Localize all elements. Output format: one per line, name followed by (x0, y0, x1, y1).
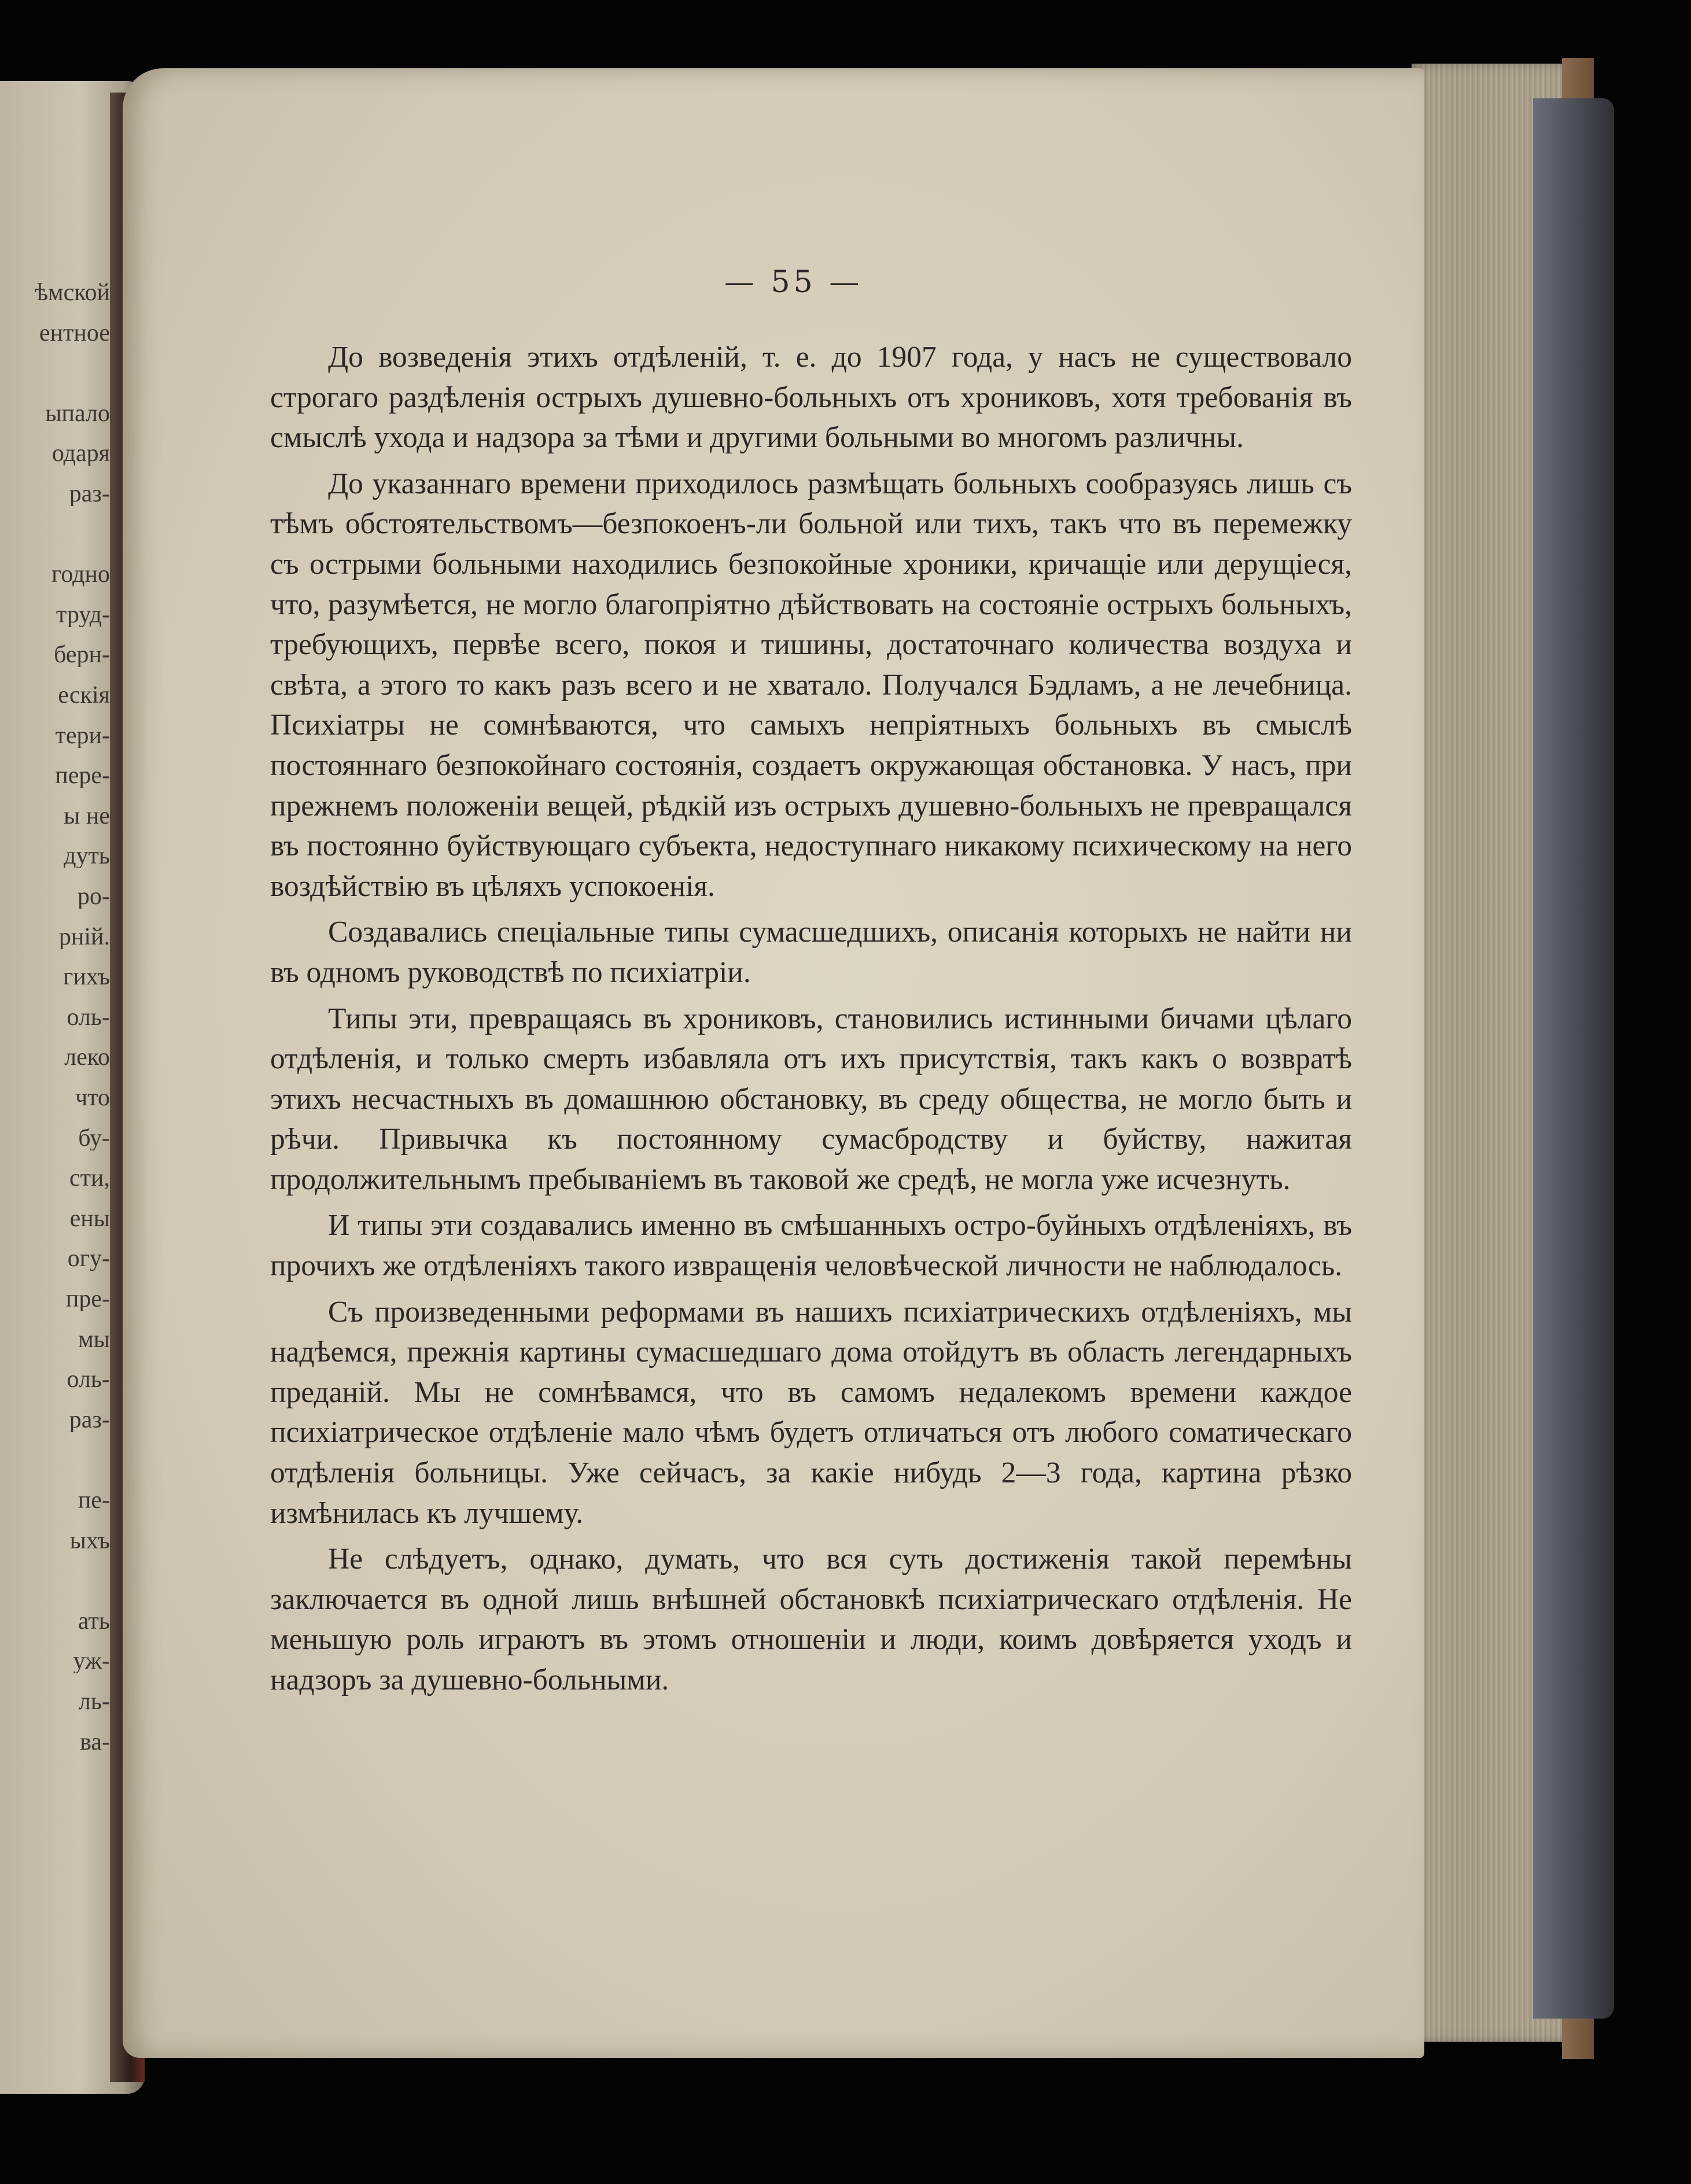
left-page-fragment: берн- (54, 643, 110, 667)
paragraph: Не слѣдуетъ, однако, думать, что вся суть достиженія такой перемѣны заключается въ одной лишь внѣшней обстановкѣ психіатрическаго отдѣленія. Не меньшую роль играютъ въ этомъ отношеніи и люди, коимъ довѣряется уходъ и надзоръ за душевно-больными. (270, 1543, 1352, 1696)
left-page-fragment: дуть (64, 844, 110, 869)
left-page-fragment: раз- (69, 1407, 110, 1432)
left-page-fragment: ены (69, 1206, 110, 1231)
left-page-fragment: рній. (58, 924, 110, 949)
paragraph: И типы эти создавались именно въ смѣшанныхъ остро-буйныхъ отдѣленіяхъ, въ прочихъ же отдѣленіяхъ такого извращенія человѣческой личности не наблюдалось. (270, 1209, 1352, 1283)
left-page-fragment: ентное (39, 320, 110, 345)
left-page-fragment: ать (78, 1609, 110, 1633)
left-page-fragment: ыпало (45, 401, 110, 426)
left-page-fragment: ескія (58, 683, 110, 707)
left-page-fragment: ва- (80, 1729, 110, 1754)
paragraph: До указаннаго времени приходилось размѣщать больныхъ сообразуясь лишь съ тѣмъ обстоятельствомъ—безпокоенъ-ли больной или тихъ, такъ что въ перемежку съ острыми больными находились безпокойные хроники, кричащіе или дерущіеся, что, разумѣется, не могло благопріятно дѣйствовать на состояніе острыхъ больныхъ, требующихъ, первѣе всего, покоя и тишины, достаточнаго количества воздуха и свѣта, а этого то какъ разъ всего и не хватало. Получался Бэдламъ, а не лечебница. Психіатры не сомнѣваются, что самыхъ непріятныхъ больныхъ въ смыслѣ постояннаго безпокойнаго состоянія, создаетъ окружающая обстановка. У насъ, при прежнемъ положеніи вещей, рѣдкій изъ острыхъ душевно-больныхъ не превращался въ постоянно буйствующаго субъекта, недоступнаго никакому психическому на него воздѣйствію въ цѣляхъ успокоенія. (270, 467, 1352, 903)
book-page (123, 68, 1424, 2058)
left-page-fragment: бу- (78, 1126, 110, 1150)
left-page-fragment: оль- (67, 1367, 110, 1392)
left-page-fragment: уж- (73, 1649, 110, 1674)
left-page-fragment: пре- (65, 1287, 110, 1311)
page-text (270, 337, 1352, 1700)
paragraph: До возведенія этихъ отдѣленій, т. е. до 1907 года, у насъ не существовало строгаго раздѣленія острыхъ душевно-больныхъ отъ хрониковъ, хотя требованія въ смыслѣ ухода и надзора за тѣми и другими больными во многомъ различны. (270, 341, 1352, 455)
left-page-fragment: пе- (78, 1488, 110, 1512)
left-page-fragment: ль- (78, 1689, 110, 1714)
left-page-fragment: леко (64, 1045, 110, 1070)
paragraph: Съ произведенными реформами въ нашихъ психіатрическихъ отдѣленіяхъ, мы надѣемся, прежнія картины сумасшедшаго дома отойдутъ въ область легендарныхъ преданій. Мы не сомнѣвамся, что въ самомъ недалекомъ времени каждое психіатрическое отдѣленіе мало чѣмъ будетъ отличаться отъ любого соматическаго отдѣленія больницы. Уже сейчасъ, за какіе нибудь 2—3 года, картина рѣзко измѣнилась къ лучшему. (270, 1295, 1352, 1530)
left-page-fragment: что (75, 1086, 110, 1110)
left-page-fragment: ѣмской (35, 281, 110, 305)
left-page-fragment: одаря (51, 441, 110, 466)
paragraph: Типы эти, превращаясь въ хрониковъ, становились истинными бичами цѣлаго отдѣленія, и только смерть избавляла отъ ихъ присутствія, такъ какъ о возвратѣ этихъ несчастныхъ въ домашнюю обстановку, въ среду общества, не могло быть и рѣчи. Привычка къ постоянному сумасбродству и буйству, нажитая продолжительнымъ пребываніемъ въ таковой же средѣ, не могла уже исчезнуть. (270, 1002, 1352, 1196)
left-page-fragment: огу- (67, 1246, 110, 1271)
left-page-fragment: годно (51, 562, 110, 587)
book-cover-edge (1533, 98, 1614, 2019)
left-page-fragment: гихъ (63, 965, 110, 990)
left-page-fragment: ыхъ (69, 1528, 110, 1553)
left-page-fragment: труд- (56, 602, 110, 627)
page-number: — 55 — (724, 265, 863, 300)
left-page-fragment: пере- (55, 763, 110, 788)
left-page-fragment: ы не (64, 803, 110, 828)
left-page-fragment: ро- (78, 884, 110, 909)
left-page-fragment: мы (78, 1327, 110, 1352)
left-page-fragment: раз- (69, 482, 110, 506)
left-page-fragment: сти, (69, 1166, 110, 1191)
paragraph: Создавались спеціальные типы сумасшедшихъ, описанія которыхъ не найти ни въ одномъ руководствѣ по психіатріи. (270, 916, 1352, 989)
left-page-fragment: тери- (55, 723, 110, 748)
left-page-fragment: оль- (67, 1005, 110, 1030)
